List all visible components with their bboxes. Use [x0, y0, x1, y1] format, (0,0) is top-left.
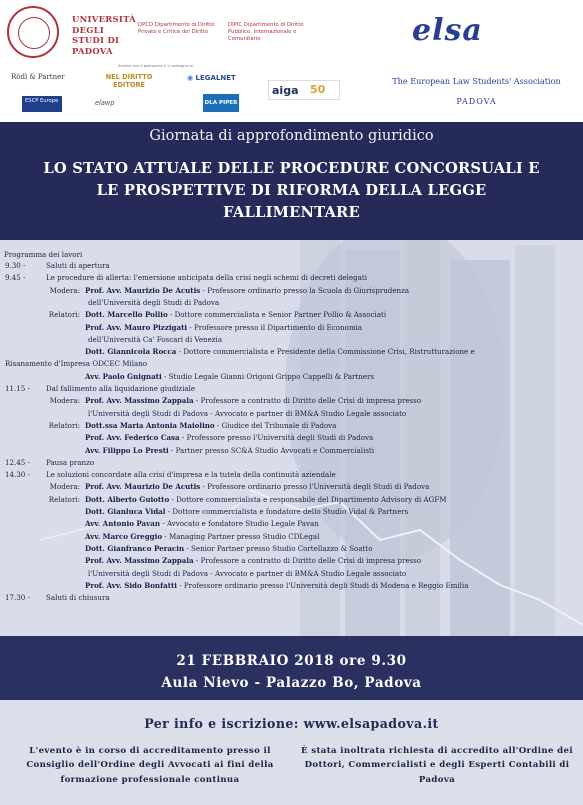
- speaker-description: - Senior Partner presso Studio Cortellazzo & Soatto: [184, 543, 373, 553]
- elsa-logo: elsa: [412, 13, 483, 48]
- program-row: [85, 346, 475, 357]
- program-row: [85, 309, 386, 320]
- program-row: [5, 272, 25, 283]
- speaker-name: Dott. Giannicola Rocca: [85, 347, 177, 357]
- program-row: [46, 592, 110, 603]
- program-row: [5, 358, 147, 369]
- speaker-name: Dott.ssa Maria Antonia Maiolino: [85, 420, 215, 430]
- program-row: [36, 420, 80, 431]
- speaker-description: - Professore ordinario presso l'Università degli Studi di Modena e Reggio Emilia: [177, 580, 469, 590]
- program-row: [88, 408, 406, 419]
- university-name: UNIVERSITÀ DEGLI STUDI DI PADOVA: [72, 14, 136, 56]
- elsa-tagline: The European Law Students' Association: [392, 76, 561, 86]
- speaker-description: - Professore ordinario presso l'Università degli Studi di Padova: [200, 482, 430, 492]
- speaker-name: Prof. Avv. Massimo Zappala: [85, 556, 194, 566]
- speaker-name: Prof. Avv. Federico Casa: [85, 433, 180, 443]
- accreditation-note-lawyers: L'evento è in corso di accreditamento presso il Consiglio dell'Ordine degli Avvocati ai fini della formazione professionale continua: [26, 746, 274, 785]
- speaker-description: - Dottore commercialista e fondatore dello Studio Vidal & Partners: [165, 507, 409, 516]
- logo-header: [0, 0, 583, 122]
- speaker-description: - Dottore commercialista e responsabile del Dipartimento Advisory di AGFM: [169, 494, 447, 504]
- program-row: [85, 395, 421, 406]
- speaker-description: l'Università degli Studi di Padova - Avvocato e partner di BM&A Studio Legale associato: [88, 568, 407, 578]
- program-row: [85, 543, 373, 554]
- speaker-role: Modera:: [49, 482, 80, 492]
- session-title: Saluti di chiusura: [46, 593, 110, 603]
- session-title: Dal fallimento alla liquidazione giudiziale: [46, 384, 196, 393]
- speaker-role: Relatori:: [48, 420, 80, 430]
- program-row: [5, 383, 30, 394]
- program-row: [36, 494, 80, 505]
- speaker-description: - Managing Partner presso Studio CDLegal: [162, 531, 320, 541]
- event-title-line: FALLIMENTARE: [223, 204, 360, 221]
- program-row: [36, 395, 80, 406]
- speaker-name: Prof. Avv. Massimo Zappala: [85, 396, 194, 406]
- speaker-description: dell'Università degli Studi di Padova: [88, 297, 220, 307]
- session-time: 17.30 -: [5, 593, 30, 603]
- speaker-name: Prof. Avv. Mauro Pizzigati: [85, 322, 188, 332]
- rodl-logo: Rödl & Partner: [11, 73, 65, 81]
- program-row: [46, 260, 110, 271]
- program-row: [85, 371, 374, 382]
- program-row: [85, 531, 319, 542]
- event-title-line: LO STATO ATTUALE DELLE PROCEDURE CONCORSUALI E: [43, 160, 540, 177]
- speaker-role: Modera:: [49, 396, 80, 406]
- program-row: [46, 272, 367, 283]
- program-heading: Programma dei lavori: [4, 250, 83, 259]
- event-subtitle: Giornata di approfondimento giuridico: [149, 128, 434, 144]
- program-row: [85, 506, 408, 517]
- speaker-description: - Dottore commercialista e Senior Partner Pollio & Associati: [167, 310, 387, 320]
- speaker-role: Relatori:: [48, 310, 80, 320]
- footer: [0, 700, 583, 805]
- event-title: [12, 158, 571, 224]
- speaker-description: - Giudice del Tribunale di Padova: [214, 420, 337, 430]
- session-time: 14.30 -: [5, 470, 30, 480]
- speaker-description: - Professore a contratto di Diritto delle Crisi di impresa presso: [193, 396, 422, 406]
- program-row: [85, 481, 429, 492]
- aiga-logo-number: 50: [310, 83, 326, 96]
- program-row: [5, 592, 30, 603]
- university-seal-icon: [7, 6, 59, 58]
- speaker-description: - Partner presso SC&A Studio Avvocati e Commercialisti: [168, 445, 375, 455]
- program-row: [36, 285, 80, 296]
- program-row: [36, 481, 80, 492]
- speaker-name: Prof. Avv. Maurizio De Acutis: [85, 285, 201, 295]
- nel-diritto-logo: NEL DIRITTO EDITORE: [105, 73, 153, 89]
- program-row: [85, 322, 362, 333]
- speaker-role: Relatori:: [48, 494, 80, 504]
- dla-piper-logo: DLA PIPER: [203, 94, 239, 112]
- event-venue: Aula Nievo - Palazzo Bo, Padova: [161, 675, 422, 691]
- program-row: [85, 432, 373, 443]
- program-row: [46, 469, 336, 480]
- aiga-logo: [268, 80, 340, 100]
- info-registration: Per info e iscrizione: www.elsapadova.it: [144, 716, 439, 731]
- program-row: [36, 309, 80, 320]
- program-row: [88, 334, 222, 345]
- speaker-name: Avv. Antonio Pavan: [85, 519, 161, 529]
- speaker-description: - Studio Legale Gianni Origoni Grippo Cappelli & Partners: [161, 371, 375, 381]
- sponsor-note: Evento con il patrocinio e il sostegno di: [118, 63, 193, 68]
- session-time: 9.30 -: [5, 261, 26, 270]
- speaker-description: Risanamento d'Impresa ODCEC Milano: [5, 359, 148, 369]
- speaker-name: Prof. Avv. Maurizio De Acutis: [85, 482, 201, 492]
- speaker-description: - Avvocato e fondatore Studio Legale Pavan: [160, 519, 319, 529]
- speaker-name: Dott. Gianluca Vidal: [85, 507, 166, 516]
- program-row: [88, 297, 219, 308]
- session-time: 12.45 -: [5, 457, 30, 467]
- speaker-name: Dott. Marcello Pollio: [85, 310, 168, 320]
- speaker-description: - Professore presso il Dipartimento di Economia: [187, 322, 363, 332]
- program-row: [5, 260, 25, 271]
- dept-dipic: DIPIC Dipartimento di Diritto Pubblico, Internazionale e Comunitario: [228, 22, 304, 42]
- speaker-name: Avv. Marco Greggio: [85, 531, 163, 541]
- event-title-line: LE PROSPETTIVE DI RIFORMA DELLA LEGGE: [96, 182, 487, 199]
- speaker-description: - Dottore commercialista e Presidente della Commissione Crisi, Ristrutturazione e: [176, 347, 475, 357]
- session-title: Pausa pranzo: [46, 457, 95, 467]
- speaker-name: Avv. Filippo Lo Presti: [85, 445, 169, 455]
- session-title: Saluti di apertura: [46, 261, 110, 270]
- session-title: Le procedure di allerta: l'emersione anticipata della crisi negli schemi di decreti delegati: [46, 273, 367, 283]
- program-row: [85, 420, 336, 431]
- speaker-description: - Professore presso l'Università degli Studi di Padova: [179, 433, 374, 443]
- event-date: 21 FEBBRAIO 2018 ore 9.30: [176, 653, 407, 669]
- session-time: 11.15 -: [5, 384, 30, 393]
- speaker-description: l'Università degli Studi di Padova - Avvocato e partner di BM&A Studio Legale associato: [88, 408, 407, 418]
- date-band: [0, 636, 583, 700]
- speaker-description: - Professore a contratto di Diritto delle Crisi di impresa presso: [193, 556, 422, 566]
- dept-dpcd: DPCD Dipartimento di Diritto Privato e Critica del Diritto: [138, 22, 215, 35]
- program-row: [88, 568, 406, 579]
- session-title: Le soluzioni concordate alla crisi d'impresa e la tutela della continuità aziendale: [46, 470, 336, 480]
- speaker-description: dell'Università Ca' Foscari di Venezia: [88, 334, 223, 344]
- program-row: [5, 469, 30, 480]
- program-row: [85, 555, 421, 566]
- speaker-name: Dott. Gianfranco Peracin: [85, 543, 185, 553]
- program-row: [46, 457, 94, 468]
- program-row: [85, 580, 468, 591]
- legalnet-logo: ◉ LEGALNET: [187, 74, 236, 82]
- speaker-name: Avv. Paolo Gnignati: [85, 371, 162, 381]
- program-row: [85, 285, 409, 296]
- program-row: [5, 457, 30, 468]
- elsa-city: PADOVA: [456, 97, 497, 106]
- program-row: [85, 494, 447, 505]
- speaker-name: Prof. Avv. Sido Bonfatti: [85, 580, 177, 590]
- speaker-role: Modera:: [49, 285, 80, 295]
- program-row: [85, 445, 374, 456]
- elawp-logo: elawp: [95, 99, 115, 107]
- session-time: 9.45 -: [5, 273, 26, 283]
- speaker-description: - Professore ordinario presso la Scuola di Giurisprudenza: [200, 285, 410, 295]
- program-section: [0, 240, 583, 636]
- escp-logo: ESCP Europe: [22, 96, 62, 112]
- accreditation-note-accountants: È stata inoltrata richiesta di accredito all'Ordine dei Dottori, Commercialisti e degli Esperti Contabili di Padova: [301, 746, 573, 785]
- program-row: [85, 518, 319, 529]
- aiga-logo-text: aiga: [272, 84, 299, 97]
- title-band: [0, 122, 583, 240]
- speaker-name: Dott. Alberto Guiotto: [85, 494, 170, 504]
- program-row: [46, 383, 195, 394]
